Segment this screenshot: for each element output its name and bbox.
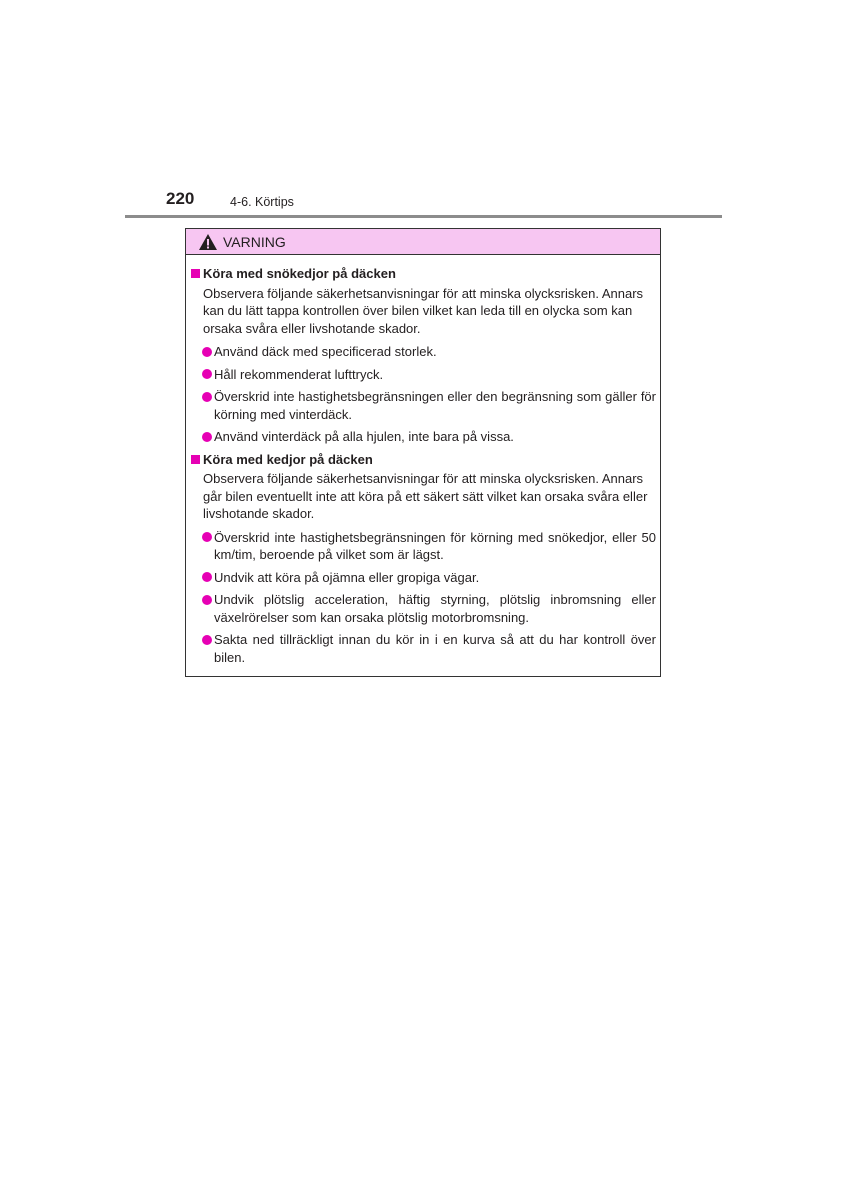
section-paragraph: Observera följande säkerhetsanvisningar för att minska olycksrisken. Annars kan du lätt tappa kontrollen över bilen vilket kan leda till en olycka som kan orsaka svåra eller livshotande skador. (203, 285, 644, 336)
section-heading-text: Köra med kedjor på däcken (203, 451, 373, 467)
warning-triangle-icon (198, 233, 218, 251)
list-item-text: Överskrid inte hastighetsbegränsningen för körning med snökedjor, eller 50 km/tim, beroende på vilket som är lägst. (214, 529, 656, 562)
page-number: 220 (166, 189, 195, 208)
round-bullet-icon (202, 635, 212, 645)
section-heading (191, 265, 656, 283)
round-bullet-icon (202, 347, 212, 357)
list-item (191, 388, 656, 423)
section-paragraph: Observera följande säkerhetsanvisningar för att minska olycksrisken. Annars går bilen eventuellt inte att köra på ett säkert sätt vilket kan orsaka svåra eller livshotande skador. (203, 471, 648, 521)
list-item-text: Undvik att köra på ojämna eller gropiga vägar. (214, 569, 480, 585)
section-heading (191, 451, 656, 469)
list-item-text: Håll rekommenderat lufttryck. (214, 366, 384, 382)
list-item-text: Använd vinterdäck på alla hjulen, inte bara på vissa. (214, 429, 514, 444)
warning-header (186, 229, 660, 255)
bullet-list (191, 529, 656, 667)
section-heading-text: Köra med snökedjor på däcken (203, 266, 396, 281)
round-bullet-icon (202, 595, 212, 605)
warning-label: VARNING (223, 233, 286, 250)
list-item (191, 529, 656, 564)
list-item-text: Sakta ned tillräckligt innan du kör in i en kurva så att du har kontroll över bilen. (214, 632, 656, 665)
list-item (191, 343, 656, 361)
square-bullet-icon (191, 455, 200, 464)
list-item (191, 428, 656, 446)
list-item-text: Undvik plötslig acceleration, häftig styrning, plötslig inbromsning eller växelrörelser som kan orsaka plötslig motorbromsning. (214, 592, 656, 625)
round-bullet-icon (202, 369, 212, 379)
round-bullet-icon (202, 432, 212, 442)
round-bullet-icon (202, 572, 212, 582)
list-item-text: Överskrid inte hastighetsbegränsningen eller den begränsning som gäller för körning med vinterdäck. (214, 389, 656, 422)
bullet-list (191, 343, 656, 446)
list-item-text: Använd däck med specificerad storlek. (214, 344, 437, 359)
square-bullet-icon (191, 269, 200, 278)
round-bullet-icon (202, 532, 212, 542)
warning-content (186, 255, 660, 666)
header-divider (125, 215, 722, 218)
list-item (191, 631, 656, 666)
list-item (191, 569, 656, 587)
section-title: 4-6. Körtips (230, 195, 294, 209)
list-item (191, 366, 656, 384)
list-item (191, 591, 656, 626)
warning-box (185, 228, 661, 677)
round-bullet-icon (202, 392, 212, 402)
